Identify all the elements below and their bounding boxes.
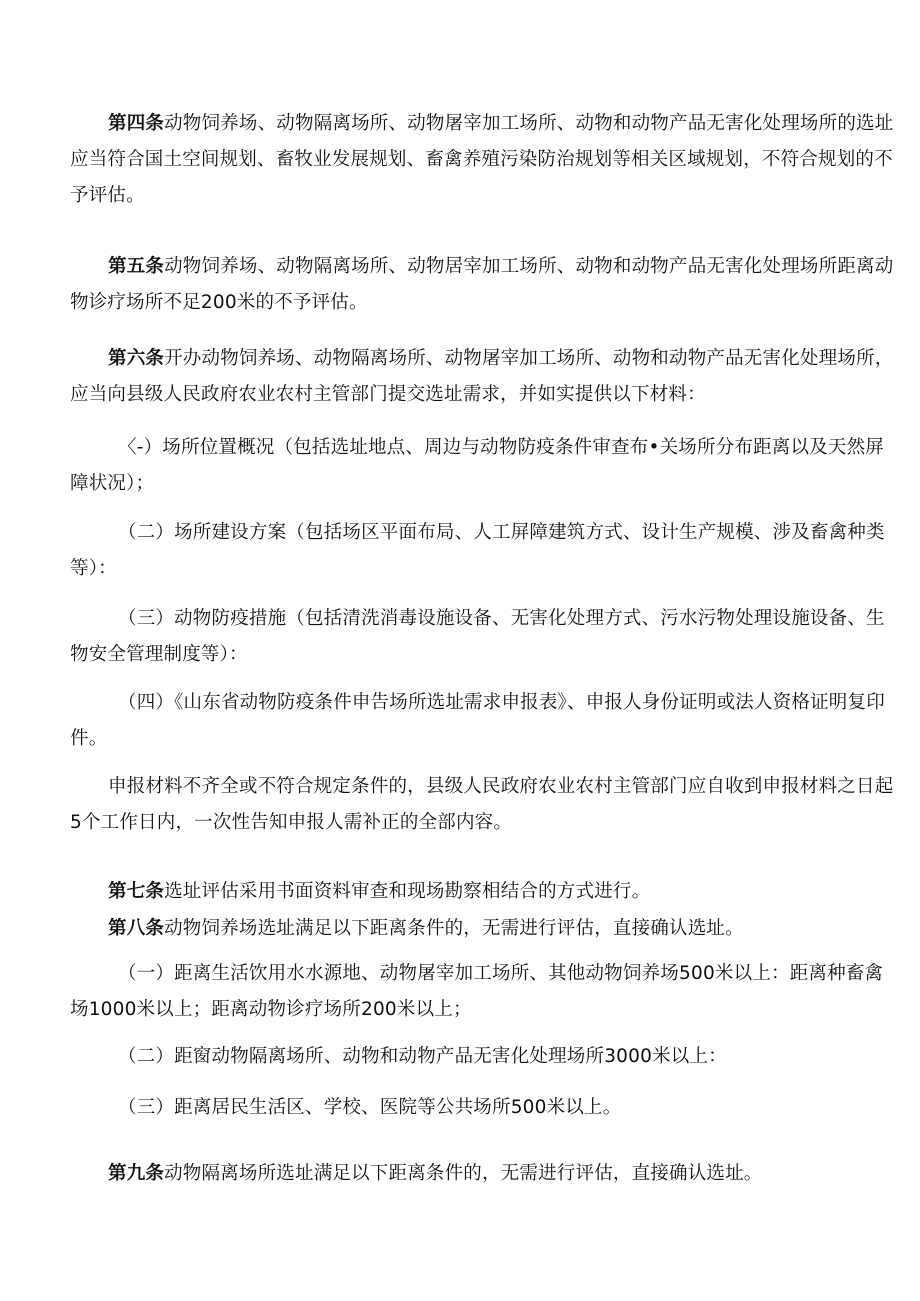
item-text: （三）距离居民生活区、学校、医院等公共场所500米以上。 bbox=[118, 1097, 622, 1118]
item-text: （一）距离生活饮用水水源地、动物屠宰加工场所、其他动物饲养场500米以上：距离种畜禽场1000米以上；距离动物诊疗场所200米以上； bbox=[70, 963, 884, 1020]
article-6-item-4 bbox=[70, 685, 894, 757]
article-text: 动物饲养场、动物隔离场所、动物居宰加工场所、动物和动物产品无害化处理场所距离动物诊疗场所不足200米的不予评估。 bbox=[70, 256, 894, 313]
article-5 bbox=[70, 249, 894, 321]
article-6-supplement bbox=[70, 769, 894, 841]
article-text: 动物隔离场所选址满足以下距离条件的，无需进行评估，直接确认选址。 bbox=[164, 1163, 763, 1184]
article-8-item-1 bbox=[70, 956, 894, 1028]
article-6-item-2 bbox=[70, 515, 894, 587]
article-text: 选址评估采用书面资料审查和现场勘察相结合的方式进行。 bbox=[164, 881, 651, 902]
article-6 bbox=[70, 341, 894, 413]
article-number: 第九条 bbox=[108, 1163, 165, 1184]
article-number: 第七条 bbox=[108, 881, 165, 902]
article-text: 动物饲养场、动物隔离场所、动物屠宰加工场所、动物和动物产品无害化处理场所的选址应当符合国土空间规划、畜牧业发展规划、畜禽养殖污染防治规划等相关区域规划，不符合规划的不予评估。 bbox=[70, 113, 894, 206]
article-number: 第五条 bbox=[108, 256, 165, 277]
article-8 bbox=[70, 911, 894, 947]
article-number: 第八条 bbox=[108, 918, 165, 939]
article-number: 第六条 bbox=[108, 348, 165, 369]
article-text: 动物饲养场选址满足以下距离条件的，无需进行评估，直接确认选址。 bbox=[164, 918, 744, 939]
article-6-item-3 bbox=[70, 601, 894, 673]
article-number: 第四条 bbox=[108, 113, 165, 134]
item-text: 〈-）场所位置概况（包括选址地点、周边与动物防疫条件审查布•关场所分布距离以及天然屏障状况）； bbox=[70, 437, 884, 494]
article-4 bbox=[70, 106, 894, 214]
article-9 bbox=[70, 1156, 894, 1192]
item-text: （二）距窗动物隔离场所、动物和动物产品无害化处理场所3000米以上： bbox=[118, 1046, 727, 1067]
item-text: （四）《山东省动物防疫条件申告场所选址需求申报表》、申报人身份证明或法人资格证明复印件。 bbox=[70, 692, 885, 749]
article-text: 开办动物饲养场、动物隔离场所、动物屠宰加工场所、动物和动物产品无害化处理场所，应当向县级人民政府农业农村主管部门提交选址需求，并如实提供以下材料： bbox=[70, 348, 894, 405]
item-text: （三）动物防疫措施（包括清洗消毒设施设备、无害化处理方式、污水污物处理设施设备、生物安全管理制度等）： bbox=[70, 608, 885, 665]
article-6-item-1 bbox=[70, 430, 894, 502]
article-8-item-2 bbox=[70, 1039, 894, 1075]
supplement-text: 申报材料不齐全或不符合规定条件的，县级人民政府农业农村主管部门应自收到申报材料之日起5个工作日内，一次性告知申报人需补正的全部内容。 bbox=[70, 776, 894, 833]
article-7 bbox=[70, 874, 894, 910]
article-8-item-3 bbox=[70, 1090, 894, 1126]
item-text: （二）场所建设方案（包括场区平面布局、人工屏障建筑方式、设计生产规模、涉及畜禽种类等）： bbox=[70, 522, 885, 579]
